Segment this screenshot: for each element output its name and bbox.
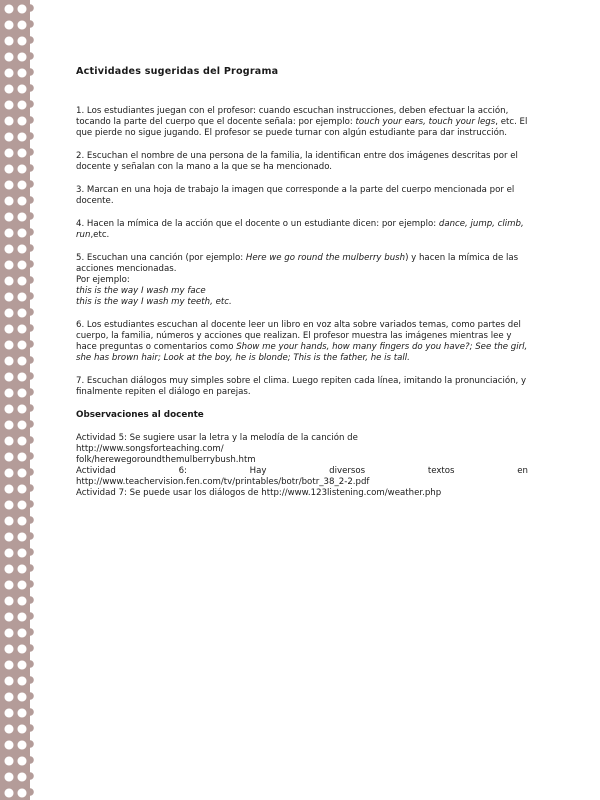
activity-6-text: 6. Los estudiantes escuchan al docente leer un libro en voz alta sobre variados temas, como partes del cuerpo, la familia, números y acciones que realizan. El profesor muestra las imágenes mientras lee y hace preguntas o comentarios como <box>76 320 521 352</box>
activity-4-example: dance, jump, climb, run <box>76 219 524 240</box>
note-activity-5-link-1[interactable]: http://www.songsforteaching.com/ <box>76 444 224 454</box>
note-activity-6-link[interactable]: http://www.teachervision.fen.com/tv/printables/botr/botr_38_2-2.pdf <box>76 477 370 487</box>
activity-5-song-title: Here we go round the mulberry bush <box>245 253 406 263</box>
activity-2: 2. Escuchan el nombre de una persona de la familia, la identifican entre dos imágenes descritas por el docente y señalan con la mano a la que se ha mencionado. <box>76 151 518 172</box>
activity-5-lyric-2: this is the way I wash my teeth, etc. <box>76 297 232 307</box>
note-activity-6-word: 6: <box>178 466 187 476</box>
binding-holes-strip <box>0 0 30 800</box>
observations-heading: Observaciones al docente <box>76 410 204 420</box>
activity-5-text-end: ) y hacen la mímica de las acciones mencionadas. <box>76 253 519 274</box>
activity-5-example-label: Por ejemplo: <box>76 275 130 285</box>
activity-1 <box>76 106 528 139</box>
observations-notes <box>76 433 528 499</box>
activity-1-example: touch your ears, touch your legs <box>355 117 496 127</box>
activity-6-examples-1: Show me your hands, how many fingers do you have?; See the girl, <box>236 342 528 352</box>
binding-scalloped-edge <box>30 0 38 800</box>
document-page <box>76 66 528 499</box>
activity-6-examples-2: she has brown hair; Look at the boy, he is blonde; This is the father, he is tall. <box>76 353 410 363</box>
activity-3: 3. Marcan en una hoja de trabajo la imagen que corresponde a la parte del cuerpo mencionada por el docente. <box>76 185 515 206</box>
note-activity-6-word: Hay <box>249 466 267 476</box>
activity-4 <box>76 219 528 241</box>
activity-1-text-end: , etc. El que pierde no sigue jugando. El profesor se puede turnar con algún estudiante para dar instrucción. <box>76 117 528 138</box>
activity-5 <box>76 253 528 308</box>
activity-6 <box>76 320 528 364</box>
note-activity-6-line <box>76 466 528 477</box>
page-title: Actividades sugeridas del Programa <box>76 66 279 77</box>
note-activity-5-link-2[interactable]: folk/herewegoroundthemulberrybush.htm <box>76 455 256 465</box>
note-activity-6-word: diversos <box>329 466 366 476</box>
note-activity-6-word: textos <box>427 466 455 476</box>
activity-4-text: 4. Hacen la mímica de la acción que el docente o un estudiante dicen: por ejemplo: <box>76 219 439 229</box>
activity-7: 7. Escuchan diálogos muy simples sobre el clima. Luego repiten cada línea, imitando la pronunciación, y finalmente repiten el diálogo en parejas. <box>76 376 527 397</box>
note-activity-6-word: en <box>517 466 528 476</box>
note-activity-5 <box>76 433 528 466</box>
spiral-binding <box>0 0 38 800</box>
note-activity-6-word: Actividad <box>76 466 116 476</box>
activity-4-text-end: ,etc. <box>90 230 110 240</box>
activity-5-lyric-1: this is the way I wash my face <box>76 286 206 296</box>
activity-1-text: 1. Los estudiantes juegan con el profesor: cuando escuchan instrucciones, deben efectuar la acción, tocando la parte del cuerpo que el docente señala: por ejemplo: <box>76 106 509 127</box>
note-activity-7: Actividad 7: Se puede usar los diálogos de http://www.123listening.com/weather.php <box>76 488 442 498</box>
activity-5-text: 5. Escuchan una canción (por ejemplo: <box>76 253 246 263</box>
note-activity-5-text: Actividad 5: Se sugiere usar la letra y la melodía de la canción de <box>76 433 358 443</box>
